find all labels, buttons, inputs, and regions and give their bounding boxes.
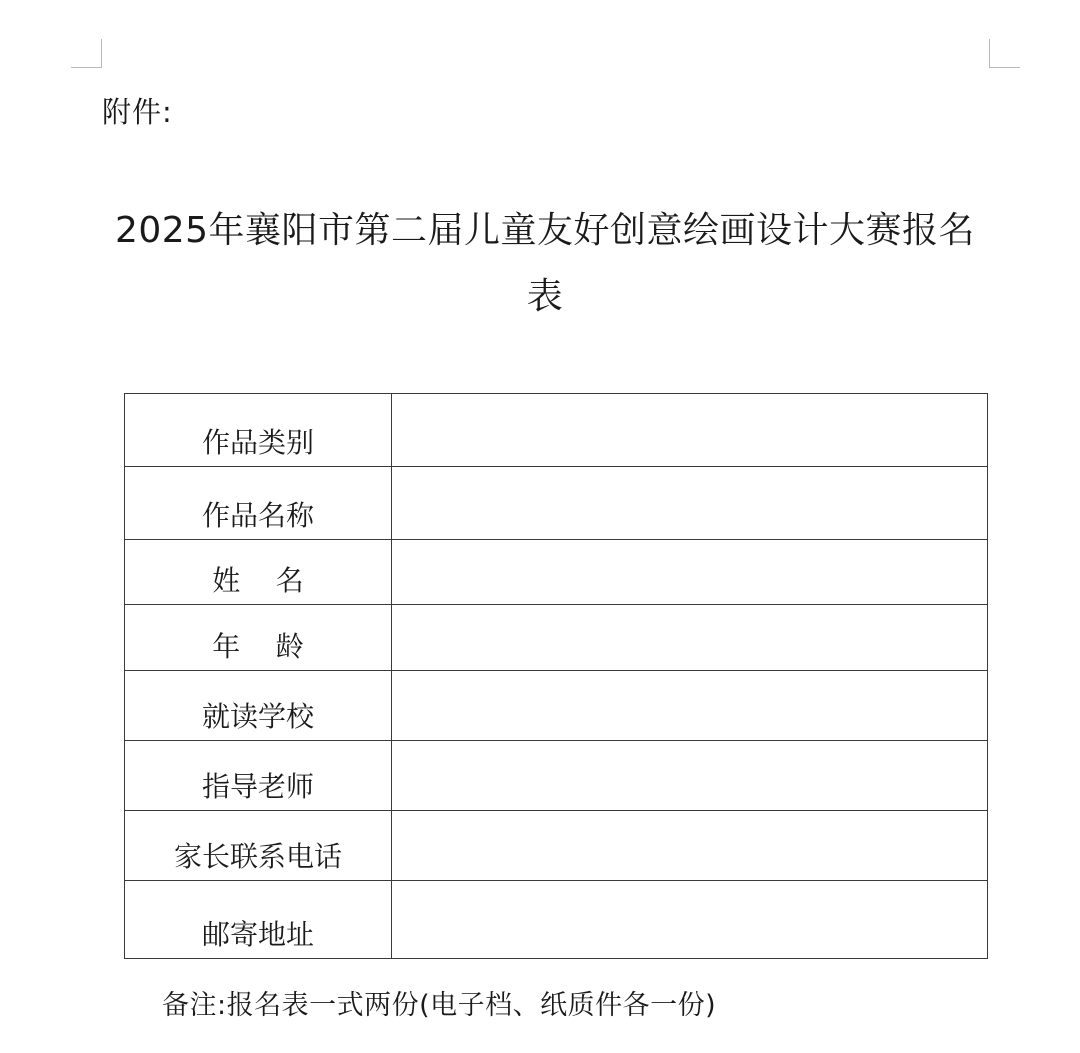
form-row-label: 就读学校 bbox=[125, 671, 392, 741]
form-row-parent-phone bbox=[125, 811, 988, 881]
footer-note: 备注:报名表一式两份(电子档、纸质件各一份) bbox=[162, 990, 717, 1021]
form-row-value-cell[interactable] bbox=[392, 605, 988, 671]
registration-form-table bbox=[124, 393, 988, 959]
form-row-value-cell[interactable] bbox=[392, 811, 988, 881]
form-row-name bbox=[125, 540, 988, 605]
page-margin-corner-top-right bbox=[989, 39, 1020, 68]
document-title: 2025年襄阳市第二届儿童友好创意绘画设计大赛报名表 bbox=[114, 210, 976, 317]
form-row-label: 作品类别 bbox=[125, 394, 392, 467]
page-margin-corner-top-left bbox=[71, 39, 102, 68]
form-row-value-cell[interactable] bbox=[392, 540, 988, 605]
form-row-teacher bbox=[125, 741, 988, 811]
form-row-value-cell[interactable] bbox=[392, 741, 988, 811]
form-row-label: 家长联系电话 bbox=[125, 811, 392, 881]
form-row-label: 指导老师 bbox=[125, 741, 392, 811]
form-row-label: 姓 名 bbox=[125, 540, 392, 605]
form-row-school bbox=[125, 671, 988, 741]
form-row-mailing-address bbox=[125, 881, 988, 959]
form-row-value-cell[interactable] bbox=[392, 394, 988, 467]
form-row-label: 作品名称 bbox=[125, 467, 392, 540]
form-row-value-cell[interactable] bbox=[392, 881, 988, 959]
form-row-label: 邮寄地址 bbox=[125, 881, 392, 959]
form-row-category bbox=[125, 394, 988, 467]
form-row-value-cell[interactable] bbox=[392, 467, 988, 540]
form-row-work-name bbox=[125, 467, 988, 540]
attachment-label: 附件: bbox=[102, 95, 173, 129]
form-row-label: 年 龄 bbox=[125, 605, 392, 671]
form-row-value-cell[interactable] bbox=[392, 671, 988, 741]
form-row-age bbox=[125, 605, 988, 671]
